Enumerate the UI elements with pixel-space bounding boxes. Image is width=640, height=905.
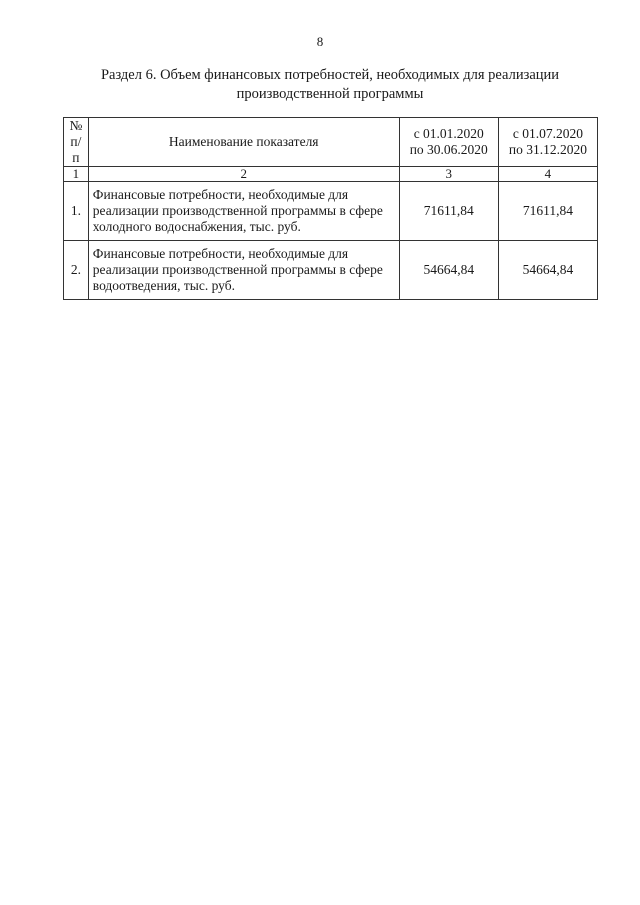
header-name: Наименование показателя xyxy=(88,118,399,167)
header-period2 xyxy=(498,118,597,167)
header-num-line1: № xyxy=(69,118,83,133)
row-num: 2. xyxy=(64,241,89,300)
row-name: Финансовые потребности, необходимые для реализации производственной программы в сфере водоотведения, тыс. руб. xyxy=(88,241,399,300)
column-index: 3 xyxy=(399,167,498,182)
section-title-line2: производственной программы xyxy=(236,86,424,102)
header-period2-line1: с 01.07.2020 xyxy=(512,126,583,141)
section-title xyxy=(60,66,600,104)
row-period1-value: 54664,84 xyxy=(399,241,498,300)
header-num xyxy=(64,118,89,167)
row-num: 1. xyxy=(64,182,89,241)
header-period1 xyxy=(399,118,498,167)
financial-needs-table xyxy=(63,117,598,300)
page-number: 8 xyxy=(316,34,324,49)
column-index: 2 xyxy=(88,167,399,182)
column-index-row xyxy=(64,167,598,182)
header-num-line2: п/п xyxy=(70,134,82,165)
column-index: 4 xyxy=(498,167,597,182)
section-title-line1: Раздел 6. Объем финансовых потребностей, необходимых для реализации xyxy=(100,67,560,83)
table-row xyxy=(64,241,598,300)
header-period2-line2: по 31.12.2020 xyxy=(508,142,587,157)
column-index: 1 xyxy=(64,167,89,182)
table-header-row xyxy=(64,118,598,167)
table-row xyxy=(64,182,598,241)
row-period2-value: 54664,84 xyxy=(498,241,597,300)
row-name: Финансовые потребности, необходимые для реализации производственной программы в сфере холодного водоснабжения, тыс. руб. xyxy=(88,182,399,241)
header-period1-line2: по 30.06.2020 xyxy=(409,142,488,157)
header-period1-line1: с 01.01.2020 xyxy=(413,126,484,141)
row-period2-value: 71611,84 xyxy=(498,182,597,241)
row-period1-value: 71611,84 xyxy=(399,182,498,241)
